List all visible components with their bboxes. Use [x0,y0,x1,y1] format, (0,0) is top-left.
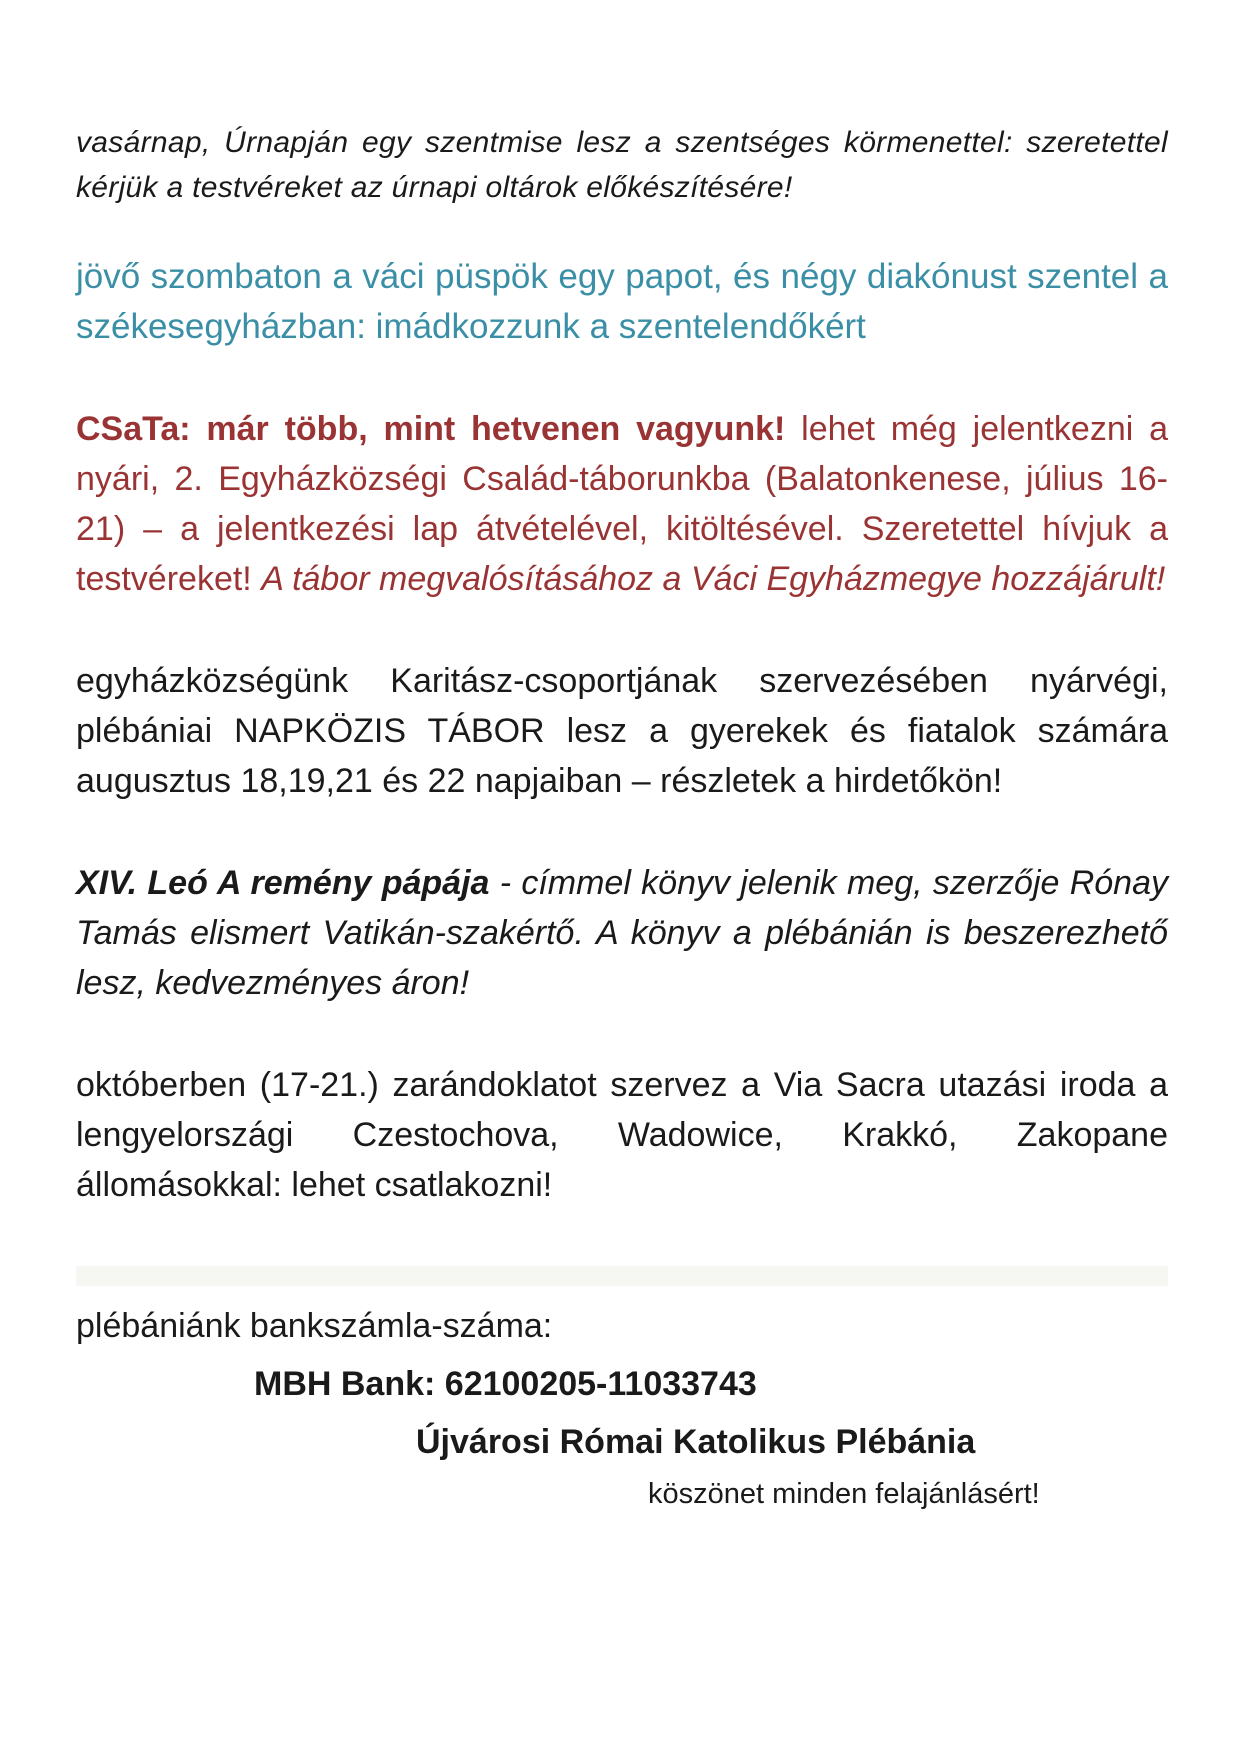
bank-account-number: MBH Bank: 62100205-11033743 [254,1365,757,1403]
corpus-christi-announcement: vasárnap, Úrnapján egy szentmise lesz a szentséges körmenettel: szeretettel kérjük a testvéreket az úrnapi oltárok előkészítésére! [76,126,1168,204]
book-title: XIV. Leó A remény pápája [76,864,490,902]
section-divider [76,1266,1168,1286]
book-announcement [76,858,1168,1008]
pilgrimage-announcement: októberben (17-21.) zarándoklatot szervez a Via Sacra utazási iroda a lengyelországi Czestochova, Wadowice, Krakkó, Zakopane állomásokkal: lehet csatlakozni! [76,1066,1168,1204]
family-camp-headline: CSaTa: már több, mint hetvenen vagyunk! [76,410,786,448]
family-camp-body: lehet még jelentkezni a nyári, 2. Egyházközségi Család-táborunkba (Balatonkenese, július 16-21) – a jelentkezési lap átvételével, kitöltésével. Szeretettel hívjuk a testvéreket! [76,410,1169,598]
ordination-announcement: jövő szombaton a váci püspök egy papot, és négy diakónust szentel a székesegyházban: imádkozzunk a szentelendőkért [76,257,1168,346]
book-body: - címmel könyv jelenik meg, szerzője Rónay Tamás elismert Vatikán-szakértő. A könyv a plébánián is beszerezhető lesz, kedvezményes áron! [76,864,1169,1002]
family-camp-announcement [76,404,1168,604]
announcement-page [76,120,1168,1518]
thanks-note: köszönet minden felajánlásért! [648,1478,1040,1510]
bank-account-label: plébániánk bankszámla-száma: [76,1307,553,1345]
bank-account-owner: Újvárosi Római Katolikus Plébánia [416,1423,976,1461]
family-camp-note: A tábor megvalósításához a Váci Egyházmegye hozzájárult! [261,560,1166,598]
day-camp-announcement: egyházközségünk Karitász-csoportjának szervezésében nyárvégi, plébániai NAPKÖZIS TÁBOR lesz a gyerekek és fiatalok számára augusztus 18,19,21 és 22 napjaiban – részletek a hirdetőkön! [76,662,1168,800]
